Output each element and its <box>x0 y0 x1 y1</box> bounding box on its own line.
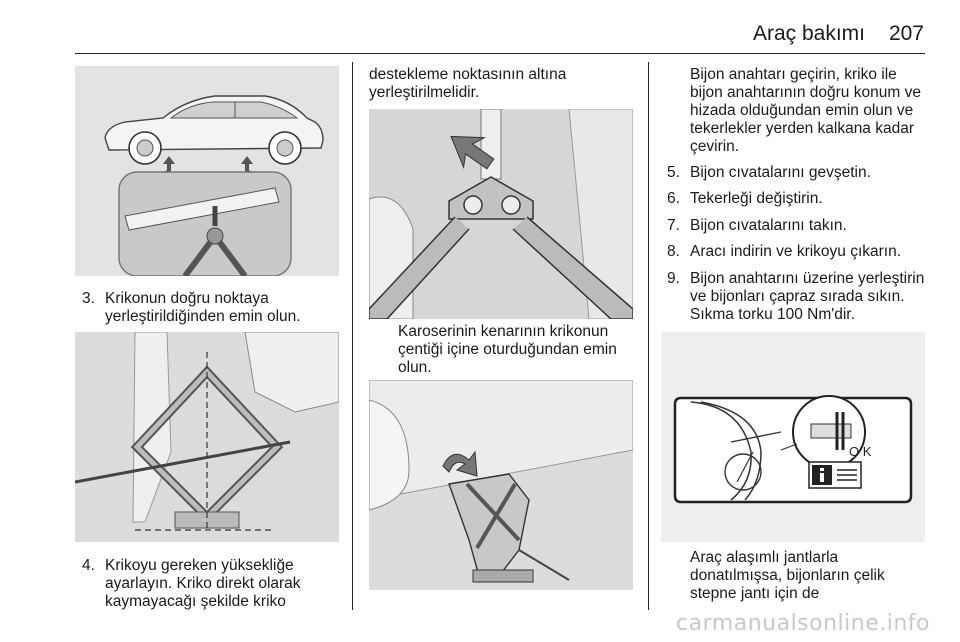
jack-alignment-figure <box>75 332 339 542</box>
page-number: 207 <box>888 22 924 45</box>
step-number: 7. <box>667 217 680 234</box>
jack-head-figure <box>369 109 633 319</box>
step-number: 4. <box>82 557 95 574</box>
step-text: Aracı indirin ve krikoyu çıkarın. <box>690 243 902 260</box>
col3-bottom-text: Araç alaşımlı jantlarla donatılmışsa, bijonların çelik stepne jantı için de <box>690 549 885 602</box>
step-text: Tekerleği değiştirin. <box>690 190 823 207</box>
step-text: Bijon cıvatalarını gevşetin. <box>690 164 871 181</box>
jack-under-car-figure <box>369 380 633 590</box>
col2-top-text: destekleme noktasının altına yerleştirilmelidir. <box>369 66 567 101</box>
step-4 <box>82 557 344 611</box>
step-number: 6. <box>667 190 680 207</box>
column-divider <box>648 62 649 610</box>
step-text: Krikonun doğru noktaya yerleştirildiğinden emin olun. <box>105 290 301 325</box>
header-rule <box>75 53 925 54</box>
step-5 <box>667 164 929 182</box>
step-text: Krikoyu gereken yüksekliğe ayarlayın. Kriko direkt olarak kaymayacağı şekilde kriko <box>105 557 301 610</box>
torque-info-figure <box>661 332 925 542</box>
ok-label: O K <box>849 444 872 459</box>
step-number: 3. <box>82 290 95 307</box>
car-jack-points-figure <box>75 66 339 276</box>
step-number: 9. <box>667 270 680 287</box>
step-7 <box>667 217 929 235</box>
col3-top-text: Bijon anahtarı geçirin, kriko ile bijon anahtarının doğru konum ve hizada olduğundan emin olun ve tekerlekler yerden kalkana kadar çevirin. <box>690 66 921 155</box>
step-number: 5. <box>667 164 680 181</box>
step-6 <box>667 190 929 208</box>
step-text: Bijon anahtarını üzerine yerleştirin ve bijonları çapraz sırada sıkın. Sıkma torku 100 Nm'dir. <box>690 270 925 323</box>
step-number: 8. <box>667 243 680 260</box>
step-text: Bijon cıvatalarını takın. <box>690 217 847 234</box>
col2-middle-text: Karoserinin kenarının krikonun çentiği içine oturduğundan emin olun. <box>398 323 617 376</box>
column-divider <box>352 62 353 610</box>
section-title: Araç bakımı <box>752 22 865 45</box>
step-9 <box>667 270 929 324</box>
watermark: carmanualsonline.info <box>676 611 930 636</box>
step-3 <box>82 290 344 326</box>
step-8 <box>667 243 929 261</box>
